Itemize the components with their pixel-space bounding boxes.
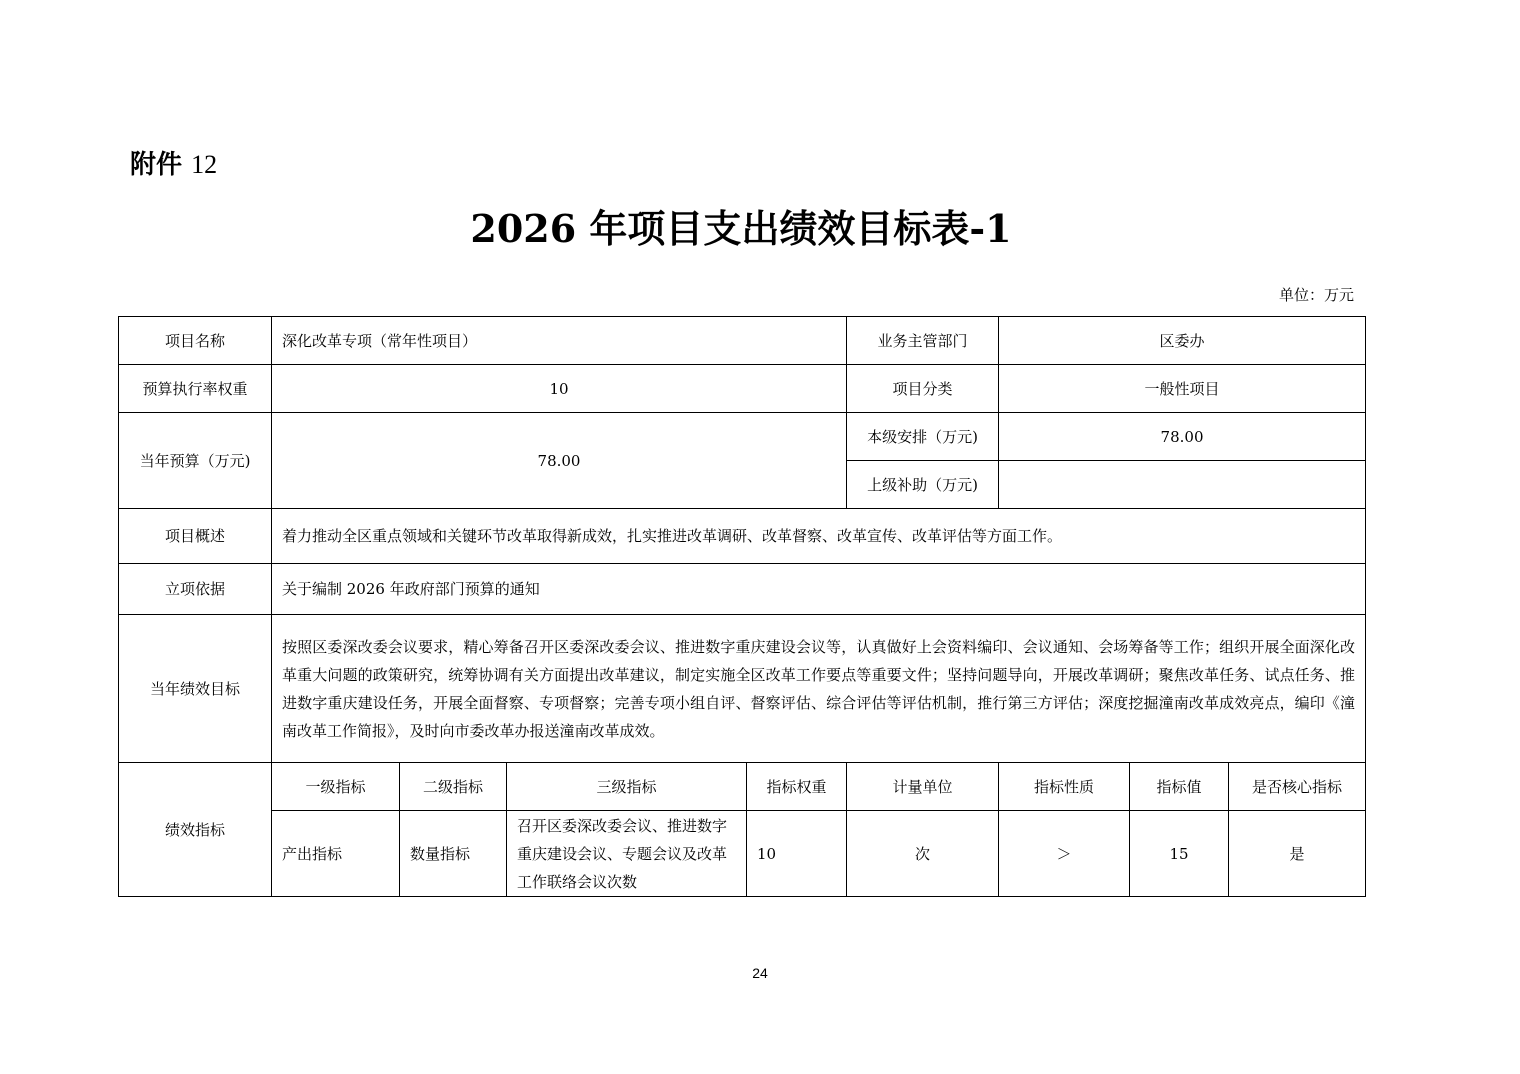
annual-budget-label: 当年预算（万元) — [119, 413, 272, 509]
table-row — [119, 365, 1366, 413]
project-name-label: 项目名称 — [119, 317, 272, 365]
unit-label: 单位：万元 — [1278, 286, 1354, 304]
category-value: 一般性项目 — [999, 365, 1366, 413]
project-name-value: 深化改革专项（常年性项目） — [272, 317, 847, 365]
page-number: 24 — [752, 965, 768, 981]
category-label: 项目分类 — [847, 365, 999, 413]
dept-value: 区委办 — [999, 317, 1366, 365]
performance-table — [118, 316, 1366, 897]
attachment-number: 12 — [191, 150, 218, 179]
header-unit: 计量单位 — [847, 763, 999, 811]
header-core: 是否核心指标 — [1229, 763, 1366, 811]
row-nature: ＞ — [999, 811, 1130, 897]
upper-label: 上级补助（万元) — [847, 461, 999, 509]
table-row — [119, 509, 1366, 564]
overview-value: 着力推动全区重点领域和关键环节改革取得新成效，扎实推进改革调研、改革督察、改革宣传、改革评估等方面工作。 — [272, 509, 1366, 564]
local-label: 本级安排（万元) — [847, 413, 999, 461]
page-title: 2026 年项目支出绩效目标表-1 — [470, 206, 1012, 251]
row-value: 15 — [1130, 811, 1229, 897]
header-weight: 指标权重 — [747, 763, 847, 811]
dept-label: 业务主管部门 — [847, 317, 999, 365]
header-level2: 二级指标 — [400, 763, 507, 811]
annual-budget-value: 78.00 — [272, 413, 847, 509]
indicator-header-row — [119, 763, 1366, 811]
overview-label: 项目概述 — [119, 509, 272, 564]
indicator-row — [119, 811, 1366, 897]
upper-value — [999, 461, 1366, 509]
row-level1: 产出指标 — [272, 811, 400, 897]
row-weight: 10 — [747, 811, 847, 897]
basis-label: 立项依据 — [119, 564, 272, 615]
row-unit: 次 — [847, 811, 999, 897]
header-nature: 指标性质 — [999, 763, 1130, 811]
goal-label: 当年绩效目标 — [119, 615, 272, 763]
row-level2: 数量指标 — [400, 811, 507, 897]
header-level3: 三级指标 — [507, 763, 747, 811]
basis-value: 关于编制 2026 年政府部门预算的通知 — [272, 564, 1366, 615]
table-row — [119, 317, 1366, 365]
indicator-label: 绩效指标 — [119, 763, 272, 897]
goal-value: 按照区委深改委会议要求，精心筹备召开区委深改委会议、推进数字重庆建设会议等，认真做好上会资料编印、会议通知、会场筹备等工作；组织开展全面深化改革重大问题的政策研究，统筹协调有关方面提出改革建议，制定实施全区改革工作要点等重要文件；坚持问题导向，开展改革调研；聚焦改革任务、试点任务、推进数字重庆建设任务，开展全面督察、专项督察；完善专项小组自评、督察评估、综合评估等评估机制，推行第三方评估；深度挖掘潼南改革成效亮点，编印《潼南改革工作简报》，及时向市委改革办报送潼南改革成效。 — [272, 615, 1366, 763]
attachment-label — [130, 144, 217, 181]
budget-weight-value: 10 — [272, 365, 847, 413]
table-row — [119, 564, 1366, 615]
table-row — [119, 413, 1366, 461]
row-level3: 召开区委深改委会议、推进数字重庆建设会议、专题会议及改革工作联络会议次数 — [507, 811, 747, 897]
budget-weight-label: 预算执行率权重 — [119, 365, 272, 413]
table-row — [119, 615, 1366, 763]
attachment-text: 附件 — [130, 150, 183, 180]
local-value: 78.00 — [999, 413, 1366, 461]
header-value: 指标值 — [1130, 763, 1229, 811]
row-core: 是 — [1229, 811, 1366, 897]
header-level1: 一级指标 — [272, 763, 400, 811]
